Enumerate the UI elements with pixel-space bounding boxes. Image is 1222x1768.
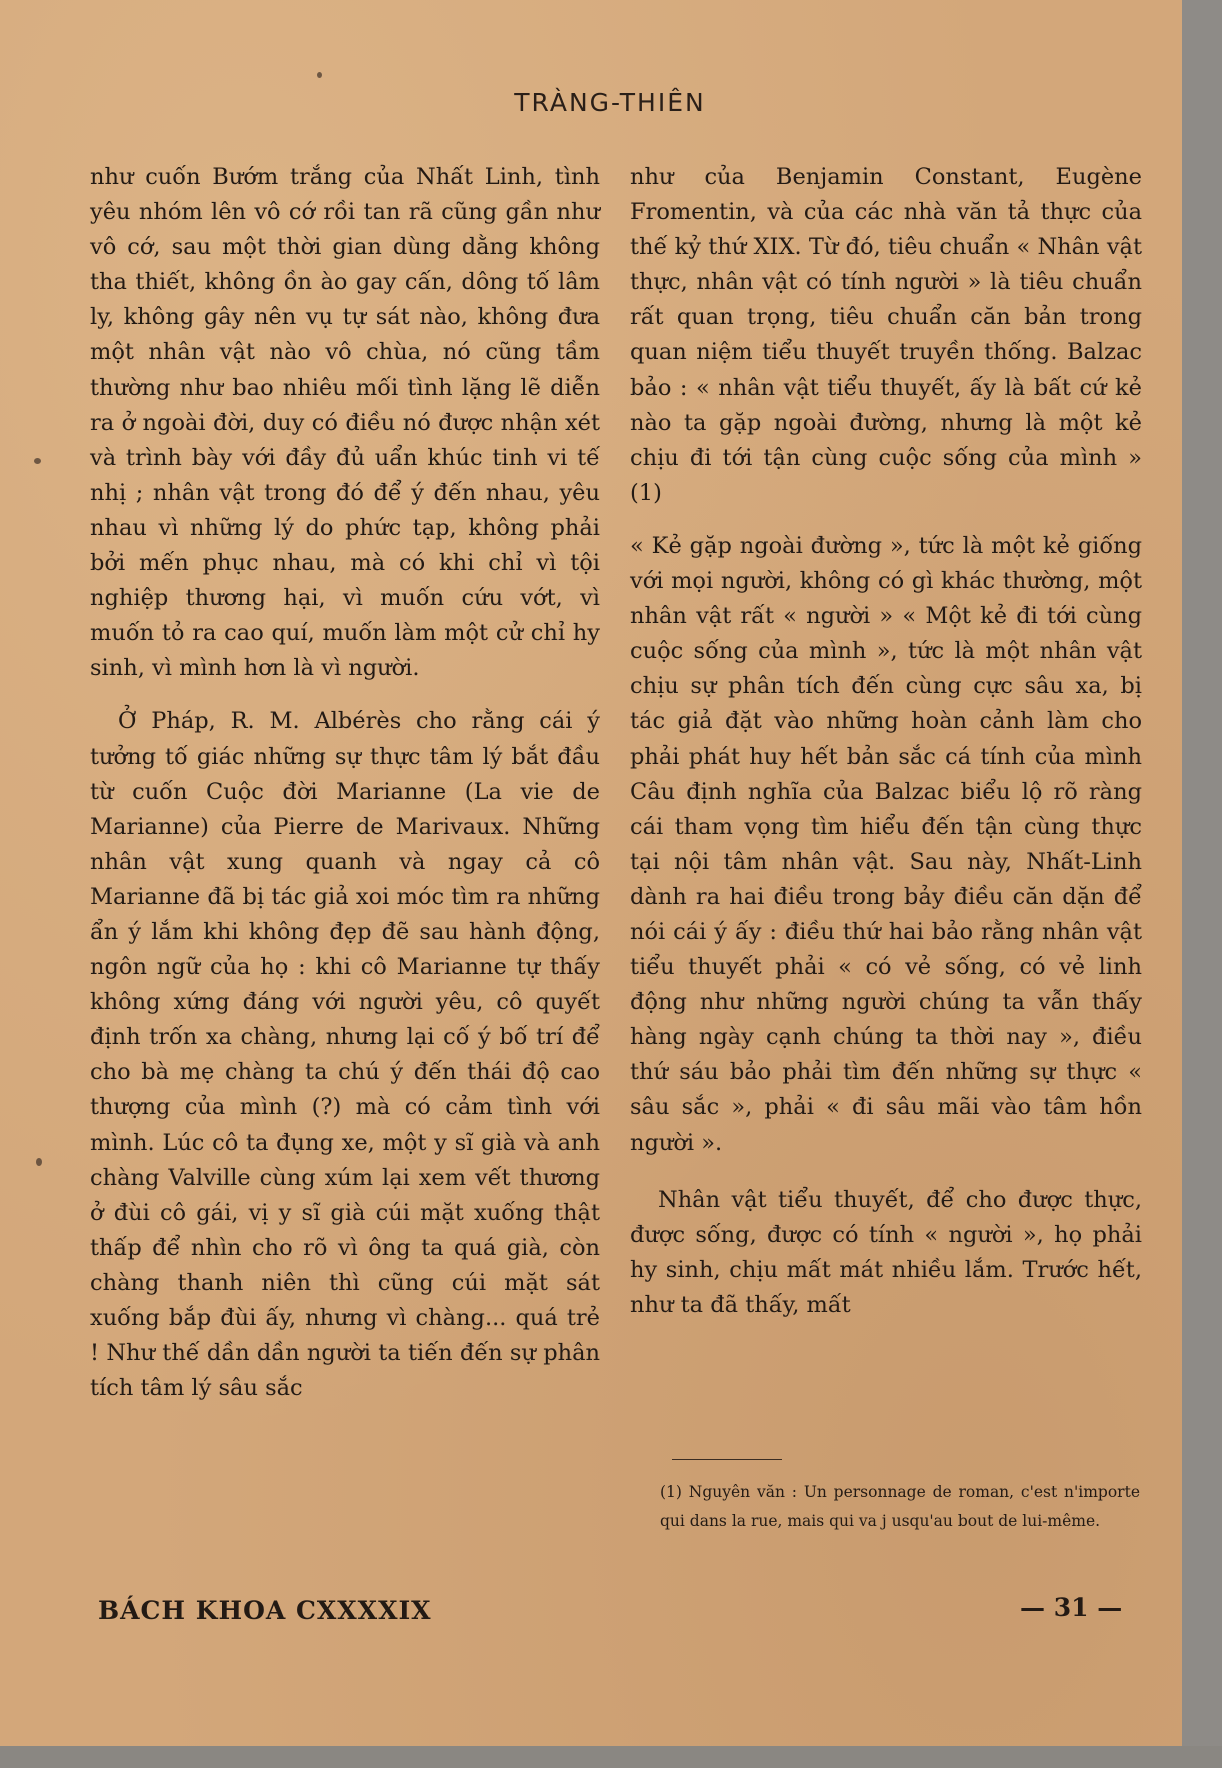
page-number: — 31 — xyxy=(1020,1593,1123,1622)
right-column xyxy=(630,160,1142,1323)
scan-margin-right xyxy=(1182,0,1222,1768)
paper-spot xyxy=(317,72,322,78)
footnote-divider xyxy=(672,1459,782,1460)
magazine-issue-label: BÁCH KHOA CXXXXIX xyxy=(98,1596,432,1625)
paper-spot xyxy=(36,1158,42,1166)
left-paragraph-1: như cuốn Bướm trắng của Nhất Linh, tình yêu nhóm lên vô cớ rồi tan rã cũng gần như vô cớ, sau một thời gian dùng dằng không tha thiết, không ồn ào gay cấn, dông tố lâm ly, không gây nên vụ tự sát nào, không đưa một nhân vật nào vô chùa, nó cũng tầm thường như bao nhiêu mối tình lặng lẽ diễn ra ở ngoài đời, duy có điều nó được nhận xét và trình bày với đầy đủ uẩn khúc tinh vi tế nhị ; nhân vật trong đó để ý đến nhau, yêu nhau vì những lý do phức tạp, không phải bởi mến phục nhau, mà có khi chỉ vì tội nghiệp thương hại, vì muốn cứu vớt, vì muốn tỏ ra cao quí, muốn làm một cử chỉ hy sinh, vì mình hơn là vì người. xyxy=(90,164,600,682)
right-paragraph-2: « Kẻ gặp ngoài đường », tức là một kẻ giống với mọi người, không có gì khác thường, một nhân vật rất « người » « Một kẻ đi tới cùng cuộc sống của mình », tức là một nhân vật chịu sự phân tích đến cùng cực sâu xa, bị tác giả đặt vào những hoàn cảnh làm cho phải phát huy hết bản sắc cá tính của mình Câu định nghĩa của Balzac biểu lộ rõ ràng cái tham vọng tìm hiểu đến tận cùng thực tại nội tâm nhân vật. Sau này, Nhất-Linh dành ra hai điều trong bảy điều căn dặn để nói cái ý ấy : điều thứ hai bảo rằng nhân vật tiểu thuyết phải « có vẻ sống, có vẻ linh động như những người chúng ta vẫn thấy hàng ngày cạnh chúng ta thời nay », điều thứ sáu bảo phải tìm đến những sự thực « sâu sắc », phải « đi sâu mãi vào tâm hồn người ». xyxy=(630,532,1142,1156)
scan-margin-bottom xyxy=(0,1746,1222,1768)
left-paragraph-2: Ở Pháp, R. M. Albérès cho rằng cái ý tưởng tố giác những sự thực tâm lý bắt đầu từ cuốn Cuộc đời Marianne (La vie de Marianne) của Pierre de Marivaux. Những nhân vật xung quanh và ngay cả cô Marianne đã bị tác giả xoi móc tìm ra những ẩn ý lắm khi không đẹp đẽ sau hành động, ngôn ngữ của họ : khi cô Marianne tự thấy không xứng đáng với người yêu, cô quyết định trốn xa chàng, nhưng lại cố ý bố trí để cho bà mẹ chàng ta chú ý đến thái độ cao thượng của mình (?) mà có cảm tình với mình. Lúc cô ta đụng xe, một y sĩ già và anh chàng Valville cùng xúm lại xem vết thương ở đùi cô gái, vị y sĩ già cúi mặt xuống thật thấp để nhìn cho rõ vì ông ta quá già, còn chàng thanh niên thì cũng cúi mặt sát xuống bắp đùi ấy, nhưng vì chàng... quá trẻ ! Như thế dần dần người ta tiến đến sự phân tích tâm lý sâu sắc xyxy=(90,708,600,1402)
running-head: TRÀNG-THIÊN xyxy=(514,88,706,117)
paper-spot xyxy=(34,458,41,464)
right-paragraph-3: Nhân vật tiểu thuyết, để cho được thực, được sống, được có tính « người », họ phải hy sinh, chịu mất mát nhiều lắm. Trước hết, như ta đã thấy, mất xyxy=(630,1186,1142,1318)
left-column xyxy=(90,160,600,1406)
footnote: (1) Nguyên văn : Un personnage de roman, c'est n'importe qui dans la rue, mais qui va j usqu'au bout de lui-même. xyxy=(660,1483,1140,1530)
right-paragraph-1: như của Benjamin Constant, Eugène Fromentin, và của các nhà văn tả thực của thế kỷ thứ XIX. Từ đó, tiêu chuẩn « Nhân vật thực, nhân vật có tính người » là tiêu chuẩn rất quan trọng, tiêu chuẩn căn bản trong quan niệm tiểu thuyết truyền thống. Balzac bảo : « nhân vật tiểu thuyết, ấy là bất cứ kẻ nào ta gặp ngoài đường, nhưng là một kẻ chịu đi tới tận cùng cuộc sống của mình » (1) xyxy=(630,164,1142,506)
